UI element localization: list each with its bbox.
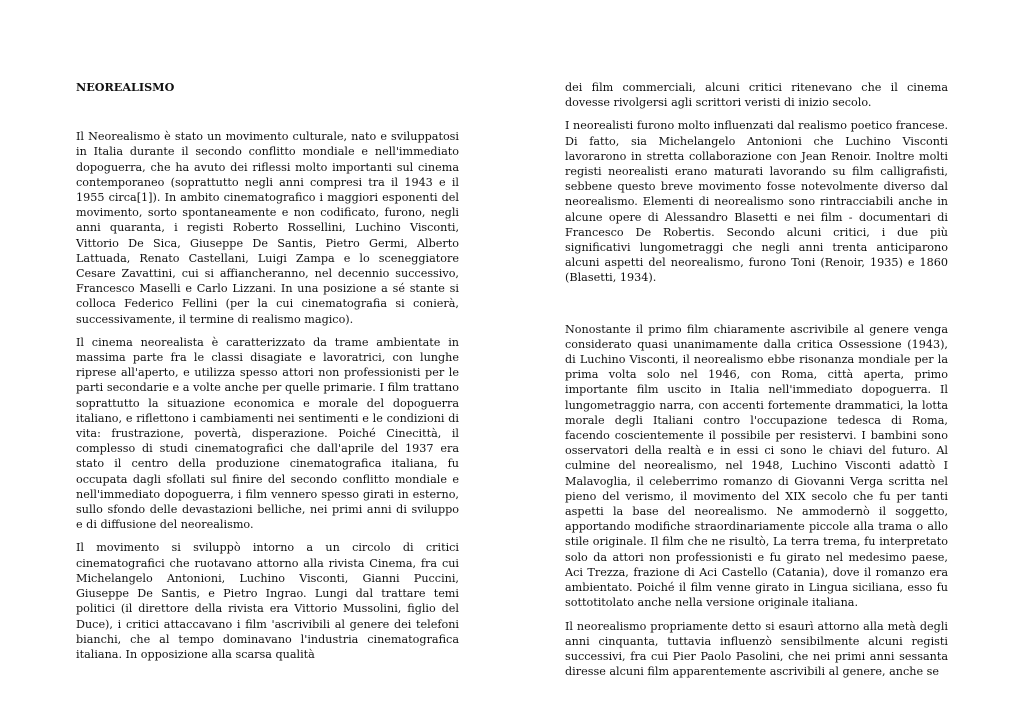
paragraph: dei film commerciali, alcuni critici ritenevano che il cinema dovesse rivolgersi agli scrittori veristi di inizio secolo. bbox=[565, 81, 948, 110]
paragraph: Il movimento si sviluppò intorno a un circolo di critici cinematografici che ruotavano attorno alla rivista Cinema, fra cui Michelangelo Antonioni, Luchino Visconti, Gianni Puccini, Giuseppe De Santis, e Pietro Ingrao. Lungi dal trattare temi politici (il direttore della rivista era Vittorio Mussolini, figlio del Duce), i critici attaccavano i film 'ascrivibili al genere dei telefoni bianchi, che al tempo dominavano l'industria cinematografica italiana. In opposizione alla scarsa qualità bbox=[76, 541, 459, 661]
paragraph: I neorealisti furono molto influenzati dal realismo poetico francese. Di fatto, sia Michelangelo Antonioni che Luchino Visconti lavorarono in stretta collaborazione con Jean Renoir. Inoltre molti registi neorealisti erano maturati lavorando su film calligrafisti, sebbene questo breve movimento fosse notevolmente diverso dal neorealismo. Elementi di neorealismo sono rintracciabili anche in alcune opere di Alessandro Blasetti e nei film - documentari di Francesco De Robertis. Secondo alcuni critici, i due più significativi lungometraggi che negli anni trenta anticiparono alcuni aspetti del neorealismo, furono Toni (Renoir, 1935) e 1860 (Blasetti, 1934). bbox=[565, 119, 948, 285]
paragraph: Il Neorealismo è stato un movimento culturale, nato e sviluppatosi in Italia durante il secondo conflitto mondiale e nell'immediato dopoguerra, che ha avuto dei riflessi molto importanti sul cinema contemporaneo (soprattutto negli anni compresi tra il 1943 e il 1955 circa[1]). In ambito cinematografico i maggiori esponenti del movimento, sorto spontaneamente e non codificato, furono, negli anni quaranta, i registi Roberto Rossellini, Luchino Visconti, Vittorio De Sica, Giuseppe De Santis, Pietro Germi, Alberto Lattuada, Renato Castellani, Luigi Zampa e lo sceneggiatore Cesare Zavattini, cui si affiancheranno, nel decennio successivo, Francesco Maselli e Carlo Lizzani. In una posizione a sé stante si colloca Federico Fellini (per la cui cinematografia si conierà, successivamente, il termine di realismo magico). bbox=[76, 130, 459, 326]
paragraph: Il cinema neorealista è caratterizzato da trame ambientate in massima parte fra le classi disagiate e lavoratrici, con lunghe riprese all'aperto, e utilizza spesso attori non professionisti per le parti secondarie e a volte anche per quelle primarie. I film trattano soprattutto la situazione economica e morale del dopoguerra italiano, e riflettono i cambiamenti nei sentimenti e le condizioni di vita: frustrazione, povertà, disperazione. Poiché Cinecittà, il complesso di studi cinematografici che dall'aprile del 1937 era stato il centro della produzione cinematografica italiana, fu occupata dagli sfollati sul finire del secondo conflitto mondiale e nell'immediato dopoguerra, i film vennero spesso girati in esterno, sullo sfondo delle devastazioni belliche, nei primi anni di sviluppo e di diffusione del neorealismo. bbox=[76, 335, 459, 532]
paragraph: Nonostante il primo film chiaramente ascrivibile al genere venga considerato quasi unanimamente dalla critica Ossessione (1943), di Luchino Visconti, il neorealismo ebbe risonanza mondiale per la prima volta solo nel 1946, con Roma, città aperta, primo importante film uscito in Italia nell'immediato dopoguerra. Il lungometraggio narra, con accenti fortemente drammatici, la lotta morale degli Italiani contro l'occupazione tedesca di Roma, facendo coscientemente il possibile per resistervi. I bambini sono osservatori della realtà e in essi ci sono le chiavi del futuro. Al culmine del neorealismo, nel 1948, Luchino Visconti adattò I Malavoglia, il celeberrimo romanzo di Giovanni Verga scritta nel pieno del verismo, il movimento del XIX secolo che fu per tanti aspetti la base del neorealismo. Ne ammodernò il soggetto, apportando modifiche straordinariamente piccole alla trama o allo stile originale. Il film che ne risultò, La terra trema, fu interpretato solo da attori non professionisti e fu girato nel medesimo paese, Aci Trezza, frazione di Aci Castello (Catania), dove il romanzo era ambientato. Poiché il film venne girato in Lingua siciliana, esso fu sottotitolato anche nella versione originale italiana. bbox=[565, 322, 948, 610]
section-gap bbox=[565, 294, 948, 322]
left-column bbox=[76, 80, 459, 670]
paragraph: Il neorealismo propriamente detto si esaurì attorno alla metà degli anni cinquanta, tuttavia influenzò sensibilmente alcuni registi successivi, fra cui Pier Paolo Pasolini, che nei primi anni sessanta diresse alcuni film apparentemente ascrivibili al genere, anche se bbox=[565, 619, 948, 679]
document-heading: NEOREALISMO bbox=[76, 80, 175, 94]
right-column bbox=[565, 80, 948, 687]
